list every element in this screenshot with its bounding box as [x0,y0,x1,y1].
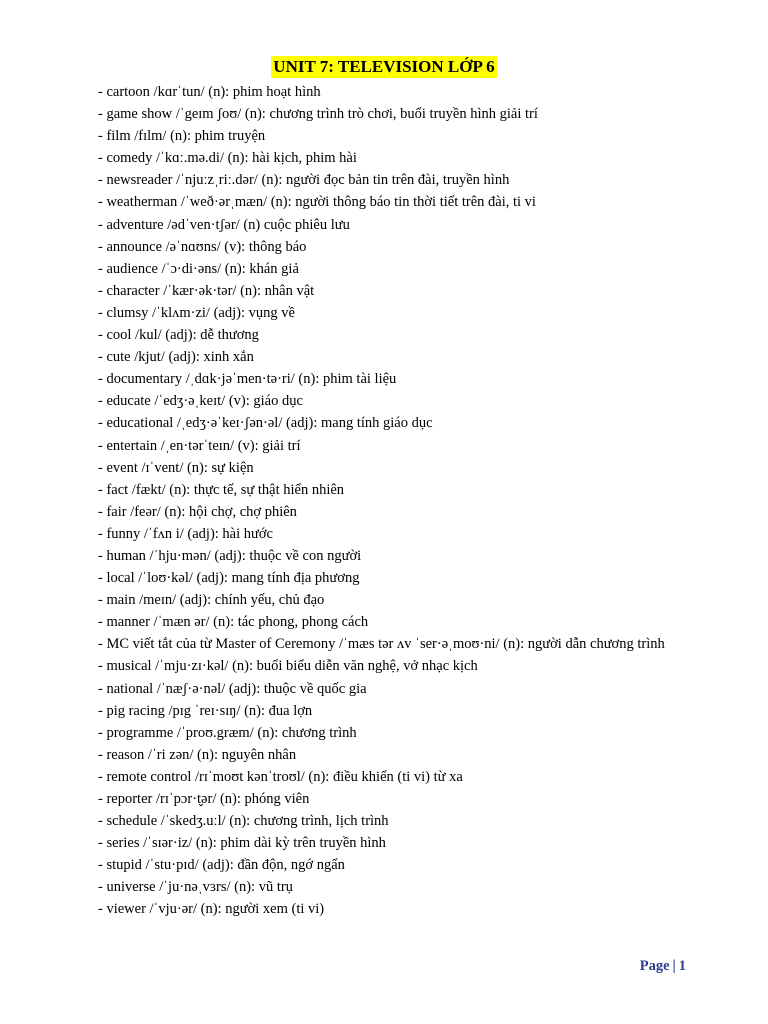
vocab-item: - reason /ˈri zən/ (n): nguyên nhân [98,746,297,763]
vocab-item: - character /ˈkær·ək·tər/ (n): nhân vật [98,282,315,299]
vocab-item: - adventure /ədˈven·tʃər/ (n) cuộc phiêu lưu [98,216,350,233]
vocab-item: - reporter /rɪˈpɔr·t̬ər/ (n): phóng viên [98,791,310,807]
page-number: 1 [678,958,686,974]
vocab-item: - fact /fækt/ (n): thực tế, sự thật hiển nhiên [98,481,345,498]
title-container [0,56,768,80]
vocab-item: - educate /ˈedʒ·əˌkeɪt/ (v): giáo dục [98,393,303,410]
vocab-item: - educational /ˌedʒ·əˈkeɪ·ʃən·əl/ (adj): mang tính giáo dục [98,415,433,432]
vocab-item: - programme /ˈproʊ.græm/ (n): chương trình [98,724,357,741]
vocab-item: - newsreader /ˈnjuːzˌriː.dər/ (n): người đọc bản tin trên đài, truyền hình [98,172,510,189]
vocab-item: - main /meɪn/ (adj): chính yếu, chủ đạo [98,592,325,609]
vocab-item: - MC viết tắt của từ Master of Ceremony /ˈmæs tər ʌv ˈser·əˌmoʊ·ni/ (n): người dẫn chương trình [98,636,665,653]
vocab-item: - schedule /ˈskedʒ.uːl/ (n): chương trình, lịch trình [98,813,389,830]
vocab-item: - series /ˈsɪər·iz/ (n): phim dài kỳ trên truyền hình [98,835,386,852]
vocab-item: - local /ˈloʊ·kəl/ (adj): mang tính địa phương [98,570,360,587]
vocab-item: - funny /ˈfʌn i/ (adj): hài hước [98,525,273,542]
vocabulary-list [98,81,678,921]
vocab-item: - remote control /rɪˈmoʊt kənˈtroʊl/ (n): điều khiển (ti vi) từ xa [98,768,463,785]
vocab-item: - documentary /ˌdɑk·jəˈmen·tə·ri/ (n): phim tài liệu [98,371,397,388]
vocab-item: - pig racing /pɪg ˈreɪ·sɪŋ/ (n): đua lợn [98,702,313,719]
vocab-item: - cartoon /kɑrˈtun/ (n): phim hoạt hình [98,84,321,100]
vocab-item: - cute /kjut/ (adj): xinh xắn [98,349,254,366]
page-label: Page [639,958,670,974]
vocab-item: - weatherman /ˈweð·ərˌmæn/ (n): người thông báo tin thời tiết trên đài, ti vi [98,194,536,211]
vocab-item: - fair /feər/ (n): hội chợ, chợ phiên [98,503,297,520]
vocab-item: - comedy /ˈkɑː.mə.di/ (n): hài kịch, phim hài [98,150,357,167]
vocab-item: - game show /ˈgeɪm ʃoʊ/ (n): chương trình trò chơi, buổi truyền hình giải trí [98,106,538,123]
vocab-item: - clumsy /ˈklʌm·zi/ (adj): vụng về [98,304,295,321]
vocab-item: - stupid /ˈstu·pɪd/ (adj): đần độn, ngớ ngẩn [98,857,345,874]
vocab-item: - manner /ˈmæn ər/ (n): tác phong, phong cách [98,614,369,631]
vocab-item: - national /ˈnæʃ·ə·nəl/ (adj): thuộc về quốc gia [98,680,367,697]
page-title: UNIT 7: TELEVISION LỚP 6 [273,57,495,76]
vocab-item: - audience /ˈɔ·di·əns/ (n): khán giả [98,260,299,277]
vocab-item: - event /ɪˈvent/ (n): sự kiện [98,459,254,476]
vocab-item: - human /ˈhju·mən/ (adj): thuộc về con người [98,547,362,564]
vocab-item: - musical /ˈmju·zɪ·kəl/ (n): buổi biểu diễn văn nghệ, vở nhạc kịch [98,658,478,675]
page-separator: | [672,958,676,974]
vocab-item: - cool /kul/ (adj): dễ thương [98,327,259,344]
vocab-item: - film /fɪlm/ (n): phim truyện [98,128,266,145]
vocab-item: - universe /ˈju·nəˌvɜrs/ (n): vũ trụ [98,879,293,896]
page-footer [640,958,686,975]
vocab-item: - viewer /ˈvju·ər/ (n): người xem (ti vi) [98,901,325,918]
vocab-item: - announce /əˈnɑʊns/ (v): thông báo [98,238,307,255]
vocab-item: - entertain /ˌen·tərˈteɪn/ (v): giải trí [98,437,301,454]
